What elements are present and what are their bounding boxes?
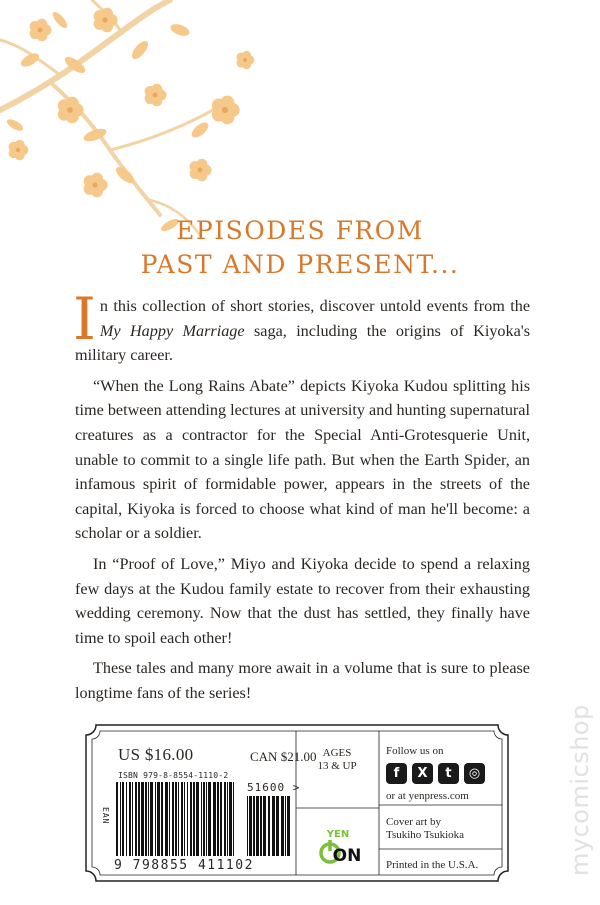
back-cover-blurb — [73, 285, 531, 712]
blurb-p1-end: saga, including the origins of Kiyoka's military career. — [75, 321, 531, 365]
barcode-bar — [126, 782, 127, 856]
headline-line-1: EPISODES FROM — [176, 216, 424, 245]
blossom-flower — [58, 97, 84, 124]
blossom-flower — [30, 19, 52, 42]
barcode-bar — [233, 782, 234, 856]
yen-on-logo — [318, 825, 362, 867]
barcode-bar — [249, 796, 252, 856]
barcode-bar — [281, 796, 284, 856]
barcode-bar — [148, 782, 149, 856]
social-icons — [386, 763, 485, 784]
x-twitter-icon[interactable]: X — [412, 763, 433, 784]
logo-on-text: ON — [332, 846, 362, 866]
barcode-bar — [181, 782, 183, 856]
headline-line-2: PAST AND PRESENT... — [140, 250, 460, 279]
barcode-bar — [285, 796, 286, 856]
barcode-bar — [145, 782, 147, 856]
isbn-barcode — [116, 782, 238, 856]
blurb-paragraph-3: In “Proof of Love,” Miyo and Kiyoka decide to spend a relaxing few days at the Kudou family estate to recover from their exhausting wedding ceremony. Now that the dust has settled, they finally have time to spoil each other! — [75, 554, 530, 647]
facebook-icon[interactable]: f — [386, 763, 407, 784]
barcode-bar — [263, 796, 266, 856]
barcode-bar — [206, 782, 207, 856]
addon-number: 51600 > — [247, 781, 301, 794]
age-rating — [302, 747, 372, 773]
blossom-flower — [212, 96, 240, 125]
barcode-bar — [247, 796, 248, 856]
blurb-p1-start: n this collection of short stories, discover untold events from the — [99, 297, 530, 315]
isbn-label: ISBN 979-8-8554-1110-2 — [118, 771, 229, 780]
blossom-flower — [9, 140, 29, 160]
barcode-bar — [157, 782, 160, 856]
cover-artist: Tsukiho Tsukioka — [386, 829, 465, 841]
blurb-paragraph-4: These tales and many more await in a volume that is sure to please longtime fans of the series! — [75, 659, 530, 702]
barcode-bar — [260, 796, 262, 856]
barcode-bar — [175, 782, 177, 856]
barcode-bar — [155, 782, 156, 856]
barcode-bar — [190, 782, 192, 856]
barcode-box — [84, 723, 510, 883]
tumblr-icon[interactable]: t — [438, 763, 459, 784]
barcode-bar — [120, 782, 121, 856]
barcode-bar — [272, 796, 275, 856]
barcode-bar — [132, 782, 133, 856]
headline — [0, 214, 600, 282]
barcode-bar — [227, 782, 228, 856]
ages-label: AGES — [322, 747, 352, 759]
barcode-bar — [256, 796, 259, 856]
barcode-bar — [217, 782, 219, 856]
barcode-bar — [220, 782, 222, 856]
barcode-bar — [203, 782, 205, 856]
watermark: mycomicshop — [566, 704, 594, 876]
us-price: US $16.00 — [118, 745, 194, 764]
barcode-bar — [178, 782, 179, 856]
barcode-bar — [187, 782, 188, 856]
blossom-flower — [84, 173, 108, 198]
barcode-bar — [122, 782, 124, 856]
barcode-bar — [172, 782, 174, 856]
canadian-price: CAN $21.00 — [250, 749, 317, 764]
barcode-bar — [276, 796, 279, 856]
instagram-icon[interactable]: ◎ — [464, 763, 485, 784]
ean-label: EAN — [101, 807, 110, 825]
ages-range: 13 & UP — [317, 760, 357, 772]
barcode-bar — [253, 796, 255, 856]
printed-in: Printed in the U.S.A. — [386, 859, 479, 871]
follow-us-label: Follow us on — [386, 745, 444, 757]
barcode-bar — [165, 782, 168, 856]
barcode-digits: 9 798855 411102 — [114, 858, 254, 873]
website-link[interactable]: or at yenpress.com — [386, 790, 469, 802]
cherry-blossom-branch — [0, 0, 270, 250]
barcode-bar — [138, 782, 140, 856]
barcode-bar — [201, 782, 202, 856]
blossom-flower — [94, 8, 118, 33]
cover-art-label: Cover art by — [386, 816, 441, 828]
logo-yen-text: YEN — [326, 829, 350, 840]
barcode-bar — [116, 782, 118, 856]
barcode-bar — [169, 782, 170, 856]
drop-cap: I — [73, 285, 96, 353]
blurb-paragraph-1 — [73, 285, 531, 368]
barcode-bar — [161, 782, 163, 856]
barcode-bar — [224, 782, 226, 856]
barcode-bar — [141, 782, 144, 856]
barcode-bar — [208, 782, 211, 856]
barcode-bar — [135, 782, 137, 856]
barcode-bar — [184, 782, 185, 856]
blossom-flower — [190, 159, 212, 182]
series-title: My Happy Marriage — [99, 321, 245, 340]
blossom-flower — [145, 84, 167, 107]
barcode-bar — [196, 782, 199, 856]
barcode-bar — [193, 782, 195, 856]
barcode-bar — [129, 782, 131, 856]
blossom-flower — [236, 51, 254, 69]
barcode-bar — [150, 782, 153, 856]
barcode-bar — [213, 782, 216, 856]
barcode-bar — [268, 796, 270, 856]
barcode-bar — [287, 796, 290, 856]
blurb-paragraph-2: “When the Long Rains Abate” depicts Kiyoka Kudou splitting his time between attending lectures at university and hunting supernatural creatures as a contractor for the Special Anti-Grotesquerie Unit, unable to commit to a single life path. But when the Earth Spider, an infamous spirit of formidable power, appears in the streets of the capital, Kiyoka is forced to choose what kind of man he'll become: a scholar or a soldier. — [75, 376, 530, 543]
barcode-bar — [229, 782, 232, 856]
